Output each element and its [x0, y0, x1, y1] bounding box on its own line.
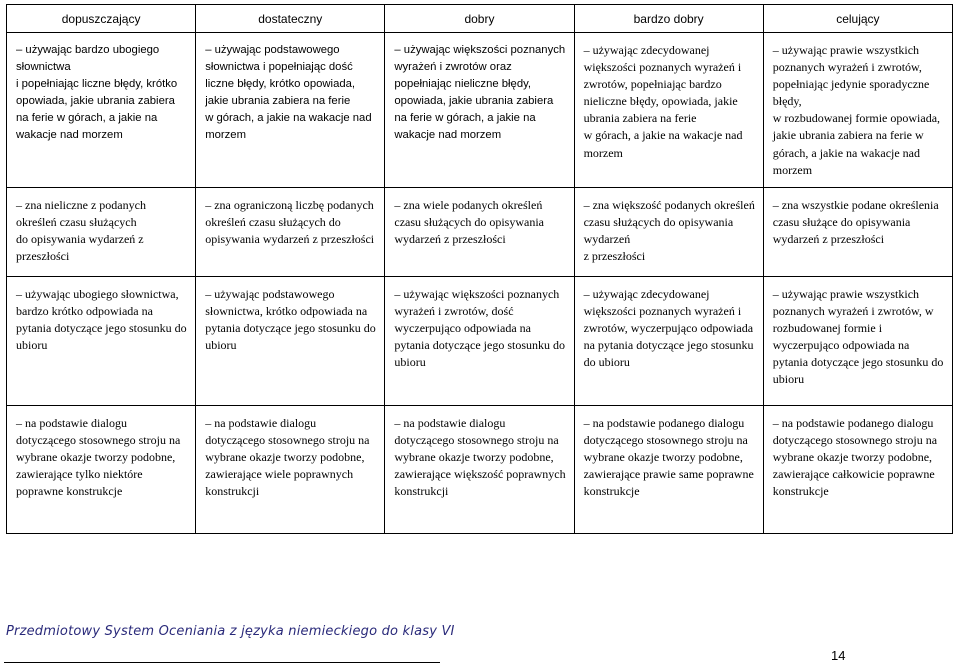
cell-text: – zna wiele podanych określeń czasu służących do opisywania wydarzeń z przeszłości — [394, 198, 544, 247]
cell-text: – używając ubogiego słownictwa, bardzo krótko odpowiada na pytania dotyczące jego stosunku do ubioru — [16, 287, 187, 353]
table-cell — [574, 188, 763, 277]
table-cell — [7, 277, 196, 406]
cell-text: – używając prawie wszystkich poznanych wyrażeń i zwrotów, popełniając jedynie sporadyczne błędy, w rozbudowanej formie opowiada, jakie ubrania zabiera na ferie w górach, a jakie na wakacje nad morzem — [772, 43, 941, 177]
table-cell — [385, 188, 574, 277]
cell-text: – na podstawie dialogu dotyczącego stosownego stroju na wybrane okazje tworzy podobne, zawierające większość poprawnych konstrukcji — [394, 416, 566, 499]
table-cell — [763, 188, 952, 277]
document-footer-title: Przedmiotowy System Oceniania z języka niemieckiego do klasy VI — [6, 624, 455, 639]
cell-text: – zna większość podanych określeń czasu służących do opisywania wydarzeń z przeszłości — [583, 198, 755, 264]
table-row — [7, 33, 953, 188]
table-row — [7, 277, 953, 406]
table-cell — [763, 277, 952, 406]
grading-criteria-table — [6, 4, 953, 534]
table-cell — [196, 188, 385, 277]
table-cell — [574, 406, 763, 534]
cell-text: – zna nieliczne z podanych określeń czasu służących do opisywania wydarzeń z przeszłości — [16, 198, 146, 264]
cell-text: – na podstawie dialogu dotyczącego stosownego stroju na wybrane okazje tworzy podobne, zawierające wiele poprawnych konstrukcji — [205, 416, 370, 499]
cell-text: – używając bardzo ubogiego słownictwa i popełniając liczne błędy, krótko opowiada, jakie ubrania zabiera na ferie w górach, a jakie na wakacje nad morzem — [16, 44, 178, 142]
footer-divider — [4, 662, 440, 663]
cell-text: – używając podstawowego słownictwa i popełniając dość liczne błędy, krótko opowiada, jakie ubrania zabiera na ferie w górach, a jakie na wakacje nad morzem — [205, 44, 372, 142]
table-cell — [385, 406, 574, 534]
header-dopuszczajacy: dopuszczający — [7, 5, 196, 33]
table-cell — [385, 33, 574, 188]
cell-text: – zna ograniczoną liczbę podanych określeń czasu służących do opisywania wydarzeń z przeszłości — [205, 198, 375, 247]
table-cell — [763, 406, 952, 534]
cell-text: – używając podstawowego słownictwa, krótko odpowiada na pytania dotyczące jego stosunku do ubioru — [205, 287, 376, 353]
cell-text: – używając zdecydowanej większości poznanych wyrażeń i zwrotów, wyczerpująco odpowiada na pytania dotyczące jego stosunku do ubioru — [583, 287, 754, 370]
table-cell — [385, 277, 574, 406]
table-cell — [196, 33, 385, 188]
table-cell — [196, 277, 385, 406]
cell-text: – na podstawie podanego dialogu dotyczącego stosownego stroju na wybrane okazje tworzy podobne, zawierające prawie same poprawne konstrukcje — [583, 416, 754, 499]
header-bardzo-dobry: bardzo dobry — [574, 5, 763, 33]
header-celujacy: celujący — [763, 5, 952, 33]
cell-text: – na podstawie podanego dialogu dotyczącego stosownego stroju na wybrane okazje tworzy podobne, zawierające całkowicie poprawne konstrukcje — [772, 416, 938, 499]
table-row — [7, 188, 953, 277]
table-cell — [574, 33, 763, 188]
cell-text: – używając zdecydowanej większości poznanych wyrażeń i zwrotów, popełniając bardzo nieliczne błędy, opowiada, jakie ubrania zabiera na ferie w górach, a jakie na wakacje nad morzem — [583, 43, 743, 160]
table-cell — [196, 406, 385, 534]
header-row — [7, 5, 953, 33]
cell-text: – używając prawie wszystkich poznanych wyrażeń i zwrotów, w rozbudowanej formie i wyczerpująco odpowiada na pytania dotyczące jego stosunku do ubioru — [772, 287, 944, 387]
table-cell — [763, 33, 952, 188]
table-row — [7, 406, 953, 534]
header-dobry: dobry — [385, 5, 574, 33]
table-cell — [574, 277, 763, 406]
cell-text: – na podstawie dialogu dotyczącego stosownego stroju na wybrane okazje tworzy podobne, zawierające tylko niektóre poprawne konstrukcje — [16, 416, 181, 499]
cell-text: – zna wszystkie podane określenia czasu służące do opisywania wydarzeń z przeszłości — [772, 198, 939, 247]
cell-text: – używając większości poznanych wyrażeń i zwrotów, dość wyczerpująco odpowiada na pytania dotyczące jego stosunku do ubioru — [394, 287, 565, 370]
header-dostateczny: dostateczny — [196, 5, 385, 33]
table-cell — [7, 188, 196, 277]
table-cell — [7, 406, 196, 534]
cell-text: – używając większości poznanych wyrażeń i zwrotów oraz popełniając nieliczne błędy, opowiada, jakie ubrania zabiera na ferie w górach, a jakie na wakacje nad morzem — [394, 44, 566, 142]
page-number: 14 — [831, 648, 846, 663]
table-cell — [7, 33, 196, 188]
